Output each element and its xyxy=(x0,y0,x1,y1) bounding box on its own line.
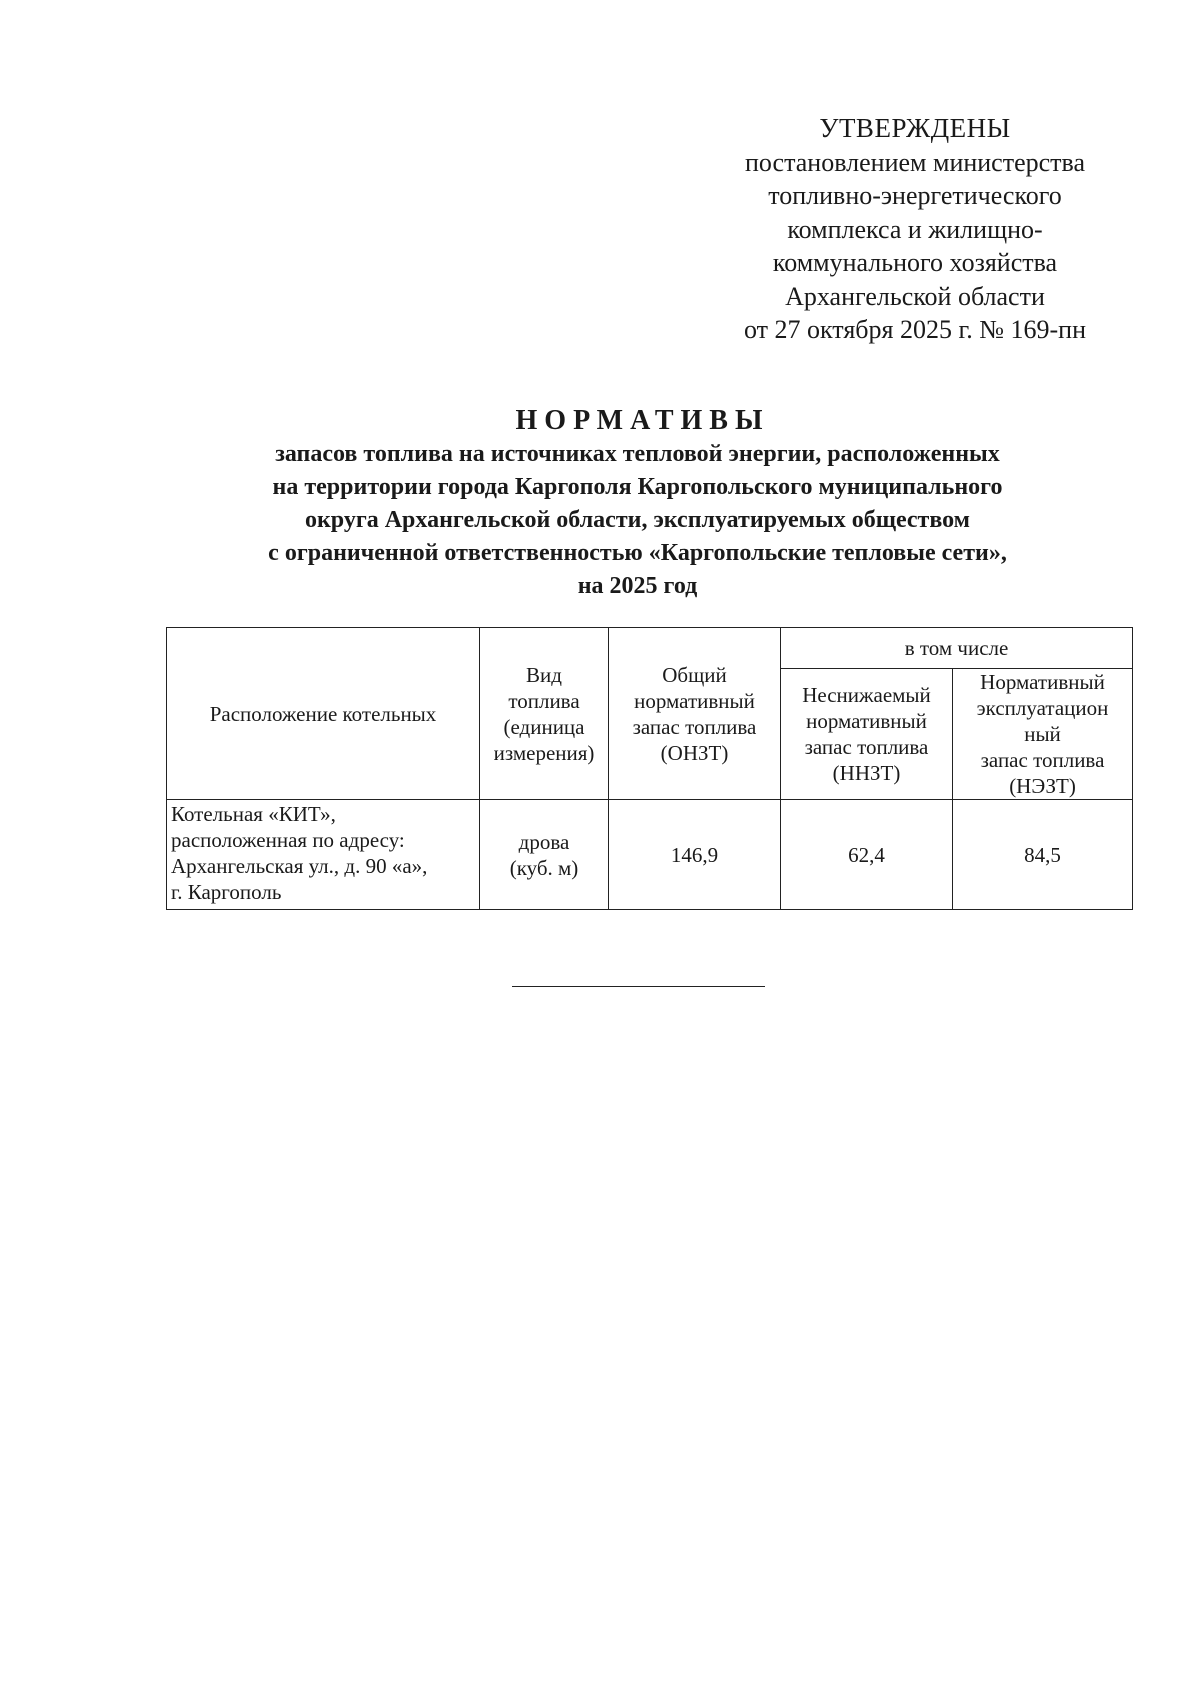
document-title-line: округа Архангельской области, эксплуатируемых обществом xyxy=(304,507,971,533)
approval-block xyxy=(700,112,1130,347)
document-title-line: на 2025 год xyxy=(577,573,698,599)
approval-heading: УТВЕРЖДЕНЫ xyxy=(819,113,1011,143)
table-row xyxy=(167,800,1133,910)
cell-nezt: 84,5 xyxy=(953,800,1133,910)
document-title xyxy=(150,404,1125,603)
approval-line: комплекса и жилищно- xyxy=(787,214,1043,244)
approval-line: от 27 октября 2025 г. № 169-пн xyxy=(744,315,1086,344)
header-fuel-type: Вид топлива (единица измерения) xyxy=(480,628,609,800)
header-including: в том числе xyxy=(781,628,1133,669)
cell-fuel: дрова (куб. м) xyxy=(480,800,609,910)
approval-line: Архангельской области xyxy=(785,281,1045,311)
header-nnzt: Неснижаемый нормативный запас топлива (ННЗТ) xyxy=(781,669,953,800)
closing-rule xyxy=(512,986,765,987)
header-location: Расположение котельных xyxy=(167,628,480,800)
cell-total: 146,9 xyxy=(609,800,781,910)
header-nezt: Нормативный эксплуатацион ный запас топлива (НЭЗТ) xyxy=(953,669,1133,800)
approval-line: коммунального хозяйства xyxy=(772,248,1058,277)
cell-location: Котельная «КИТ», расположенная по адресу: Архангельская ул., д. 90 «а», г. Каргополь xyxy=(167,800,480,910)
document-title-line: на территории города Каргополя Каргопольского муниципального xyxy=(272,474,1003,500)
document-title-line: запасов топлива на источниках тепловой энергии, расположенных xyxy=(275,441,1000,467)
approval-line: постановлением министерства xyxy=(744,147,1086,177)
header-total-reserve: Общий нормативный запас топлива (ОНЗТ) xyxy=(609,628,781,800)
document-title-main: НОРМАТИВЫ xyxy=(515,405,770,436)
fuel-norms-table xyxy=(166,627,1133,910)
document-title-line: с ограниченной ответственностью «Каргопольские тепловые сети», xyxy=(268,540,1007,566)
cell-nnzt: 62,4 xyxy=(781,800,953,910)
approval-line: топливно-энергетического xyxy=(768,181,1062,210)
